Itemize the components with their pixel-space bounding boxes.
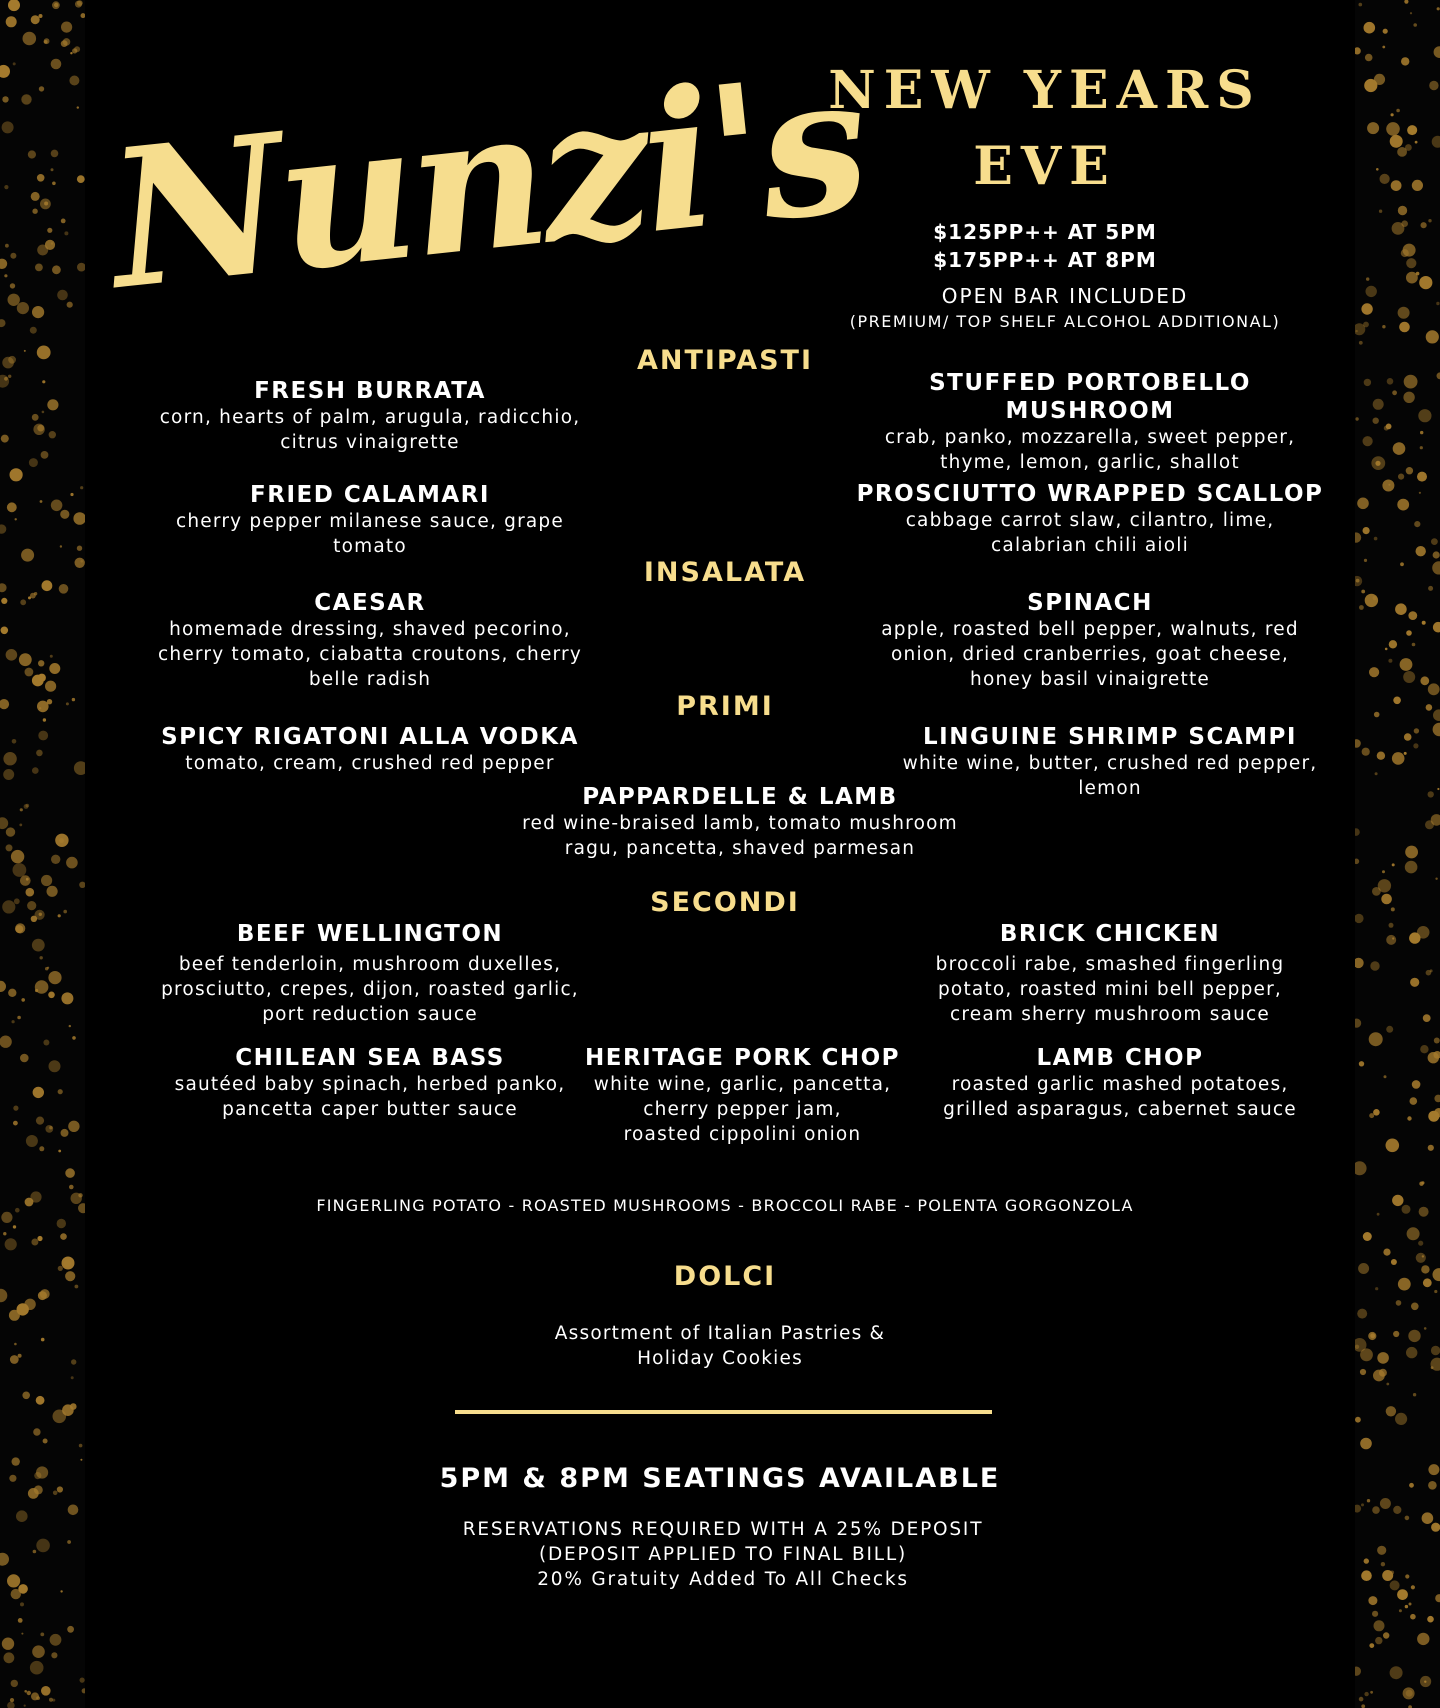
menu-item [840, 369, 1340, 475]
dolci-description [470, 1321, 970, 1371]
pricing [845, 218, 1245, 274]
menu-item [130, 377, 610, 455]
item-desc: citrus vinaigrette [280, 432, 460, 453]
item-desc: broccoli rabe, smashed fingerling [935, 954, 1285, 975]
item-name: LINGUINE SHRIMP SCAMPI [923, 724, 1297, 750]
item-name: PROSCIUTTO WRAPPED SCALLOP [856, 481, 1324, 507]
nunzis-logo [99, 31, 873, 332]
item-name: PAPPARDELLE & LAMB [582, 784, 898, 810]
item-desc: tomato [333, 536, 407, 557]
item-name: CAESAR [314, 590, 426, 616]
menu-item [490, 783, 990, 861]
section-title-insalata: INSALATA [643, 557, 807, 588]
item-desc: roasted garlic mashed potatoes, [951, 1074, 1289, 1095]
menu-item [840, 480, 1340, 558]
item-desc: prosciutto, crepes, dijon, roasted garlic, [161, 979, 579, 1000]
section-title-dolci: DOLCI [673, 1261, 777, 1292]
item-name: BEEF WELLINGTON [236, 921, 504, 947]
item-desc: white wine, butter, crushed red pepper, [902, 753, 1318, 774]
premium-note: (PREMIUM/ TOP SHELF ALCOHOL ADDITIONAL) [849, 312, 1281, 331]
item-name: FRESH BURRATA [254, 378, 486, 404]
event-title [800, 53, 1290, 205]
item-desc: tomato, cream, crushed red pepper [185, 753, 555, 774]
item-desc: ragu, pancetta, shaved parmesan [564, 838, 916, 859]
price-late: $175PP++ AT 8PM [933, 248, 1157, 272]
item-desc: corn, hearts of palm, arugula, radicchio, [159, 407, 581, 428]
section-title-antipasti: ANTIPASTI [636, 345, 814, 376]
menu-item [130, 481, 610, 559]
dolci-desc-line: Holiday Cookies [637, 1348, 803, 1369]
item-desc: cherry pepper jam, [643, 1099, 842, 1120]
menu-item [130, 920, 610, 1027]
item-desc: cherry pepper milanese sauce, grape [176, 511, 564, 532]
item-desc: belle radish [308, 669, 432, 690]
menu-item [565, 1044, 920, 1147]
item-desc: cabbage carrot slaw, cilantro, lime, [905, 510, 1275, 531]
item-desc: crab, panko, mozzarella, sweet pepper, [884, 427, 1296, 448]
item-desc: pancetta caper butter sauce [222, 1099, 518, 1120]
event-title-line2: EVE [973, 136, 1117, 197]
item-name: FRIED CALAMARI [250, 482, 490, 508]
menu-item [130, 1044, 610, 1122]
section-title-primi: PRIMI [676, 691, 774, 722]
item-name: CHILEAN SEA BASS [235, 1045, 505, 1071]
seatings-headline: 5PM & 8PM SEATINGS AVAILABLE [439, 1463, 1001, 1494]
item-desc: beef tenderloin, mushroom duxelles, [178, 954, 562, 975]
gratuity-line: 20% Gratuity Added To All Checks [537, 1569, 909, 1590]
item-desc: honey basil vinaigrette [970, 669, 1210, 690]
item-desc: calabrian chili aioli [991, 535, 1189, 556]
menu-item [130, 723, 610, 776]
sides-list: FINGERLING POTATO - ROASTED MUSHROOMS - BROCCOLI RABE - POLENTA GORGONZOLA [316, 1196, 1134, 1215]
item-desc: port reduction sauce [262, 1004, 478, 1025]
section-title-secondi: SECONDI [650, 887, 800, 918]
item-name: HERITAGE PORK CHOP [584, 1045, 901, 1071]
item-desc: homemade dressing, shaved pecorino, [169, 619, 571, 640]
item-desc: cream sherry mushroom sauce [950, 1004, 1270, 1025]
gold-divider [455, 1410, 992, 1414]
open-bar-note: OPEN BAR INCLUDED [941, 284, 1189, 308]
menu-item [850, 589, 1330, 692]
menu-item [870, 920, 1350, 1027]
item-name: LAMB CHOP [1036, 1045, 1204, 1071]
item-desc: apple, roasted bell pepper, walnuts, red [881, 619, 1299, 640]
deposit-line: (DEPOSIT APPLIED TO FINAL BILL) [538, 1544, 908, 1565]
item-name: STUFFED PORTOBELLO MUSHROOM [929, 370, 1251, 424]
menu-item [130, 589, 610, 692]
reservation-line: RESERVATIONS REQUIRED WITH A 25% DEPOSIT [462, 1519, 984, 1540]
menu-item [920, 1044, 1320, 1122]
item-desc: red wine-braised lamb, tomato mushroom [522, 813, 958, 834]
item-desc: cherry tomato, ciabatta croutons, cherry [158, 644, 582, 665]
item-desc: sautéed baby spinach, herbed panko, [174, 1074, 566, 1095]
reservation-info [400, 1517, 1046, 1592]
item-desc: grilled asparagus, cabernet sauce [943, 1099, 1297, 1120]
item-desc: thyme, lemon, garlic, shallot [940, 452, 1240, 473]
item-desc: white wine, garlic, pancetta, [593, 1074, 892, 1095]
item-desc: lemon [1078, 778, 1142, 799]
event-title-line1: NEW YEARS [828, 60, 1262, 121]
item-name: SPICY RIGATONI ALLA VODKA [161, 724, 579, 750]
item-desc: potato, roasted mini bell pepper, [937, 979, 1282, 1000]
item-name: SPINACH [1027, 590, 1153, 616]
svg-text:Nunzi's: Nunzi's [99, 31, 873, 332]
price-early: $125PP++ AT 5PM [933, 220, 1157, 244]
item-desc: roasted cippolini onion [623, 1124, 862, 1145]
dolci-desc-line: Assortment of Italian Pastries & [554, 1323, 886, 1344]
item-desc: onion, dried cranberries, goat cheese, [891, 644, 1289, 665]
item-name: BRICK CHICKEN [999, 921, 1221, 947]
